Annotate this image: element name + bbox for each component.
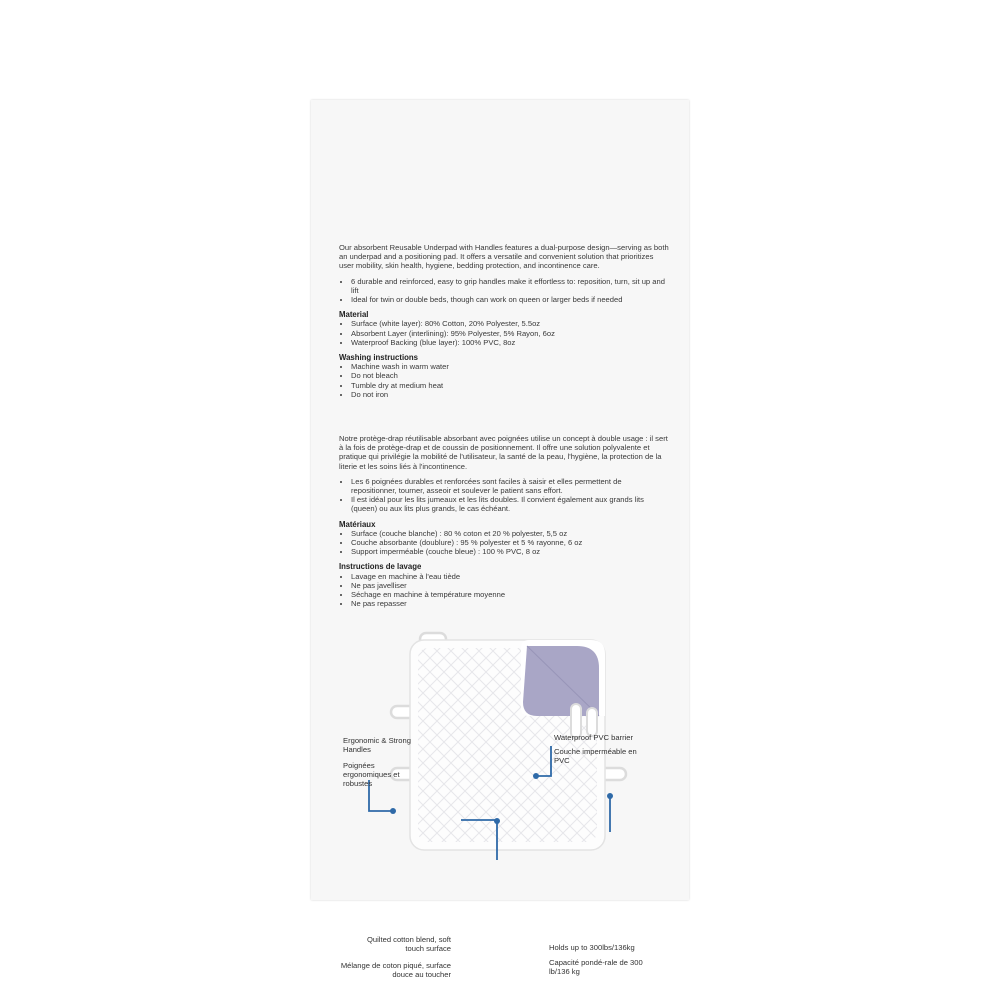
capacity-label-en: Holds up to 300lbs/136kg [549, 943, 635, 952]
surface-label-fr: Mélange de coton piqué, surface douce au toucher [340, 961, 451, 980]
list-item: • Absorbent Layer (interlining): 95% Polyester, 5% Rayon, 6oz [351, 329, 669, 338]
french-bullets [339, 477, 669, 514]
list-item: • Tumble dry at medium heat [351, 381, 669, 390]
english-bullets [339, 277, 669, 305]
pvc-barrier-label-en: Waterproof PVC barrier [554, 733, 634, 742]
lavage-heading: Instructions de lavage [339, 562, 422, 572]
product-card [311, 100, 689, 980]
list-item: • Séchage en machine à température moyenne [351, 590, 669, 599]
handle [587, 708, 597, 736]
list-item: • Do not bleach [351, 371, 669, 380]
list-item: • Do not iron [351, 390, 669, 399]
list-item: • Les 6 poignées durables et renforcées sont faciles à saisir et elles permettent de repositionner, tourner, asseoir et soulever le patient sans effort. [351, 477, 669, 495]
list-item: • Surface (couche blanche) : 80 % coton et 20 % polyester, 5,5 oz [351, 529, 669, 538]
surface-label-en: Quilted cotton blend, soft touch surface [366, 935, 451, 954]
pvc-barrier-label-fr: Couche imperméable en PVC [554, 747, 637, 766]
french-intro: Notre protège-drap réutilisable absorbant avec poignées utilise un concept à double usage : il sert à la fois de protège-drap et de coussin de positionnement. Il offre une solution polyvalente et pratique qui privilégie la mobilité de l'utilisateur, la santé de la peau, l'hygiène, la protection de la literie et les soins liés à l'incontinence. [339, 434, 668, 471]
list-item: • 6 durable and reinforced, easy to grip handles make it effortless to: reposition, turn, sit up and lift [351, 277, 669, 295]
list-item: • Il est idéal pour les lits jumeaux et les lits doubles. Il convient également aux grands lits (queen) ou aux lits plus grands, le cas échéant. [351, 495, 669, 513]
handles-label-fr: Poignées ergonomiques et robustes [343, 761, 400, 789]
french-description [339, 434, 669, 614]
list-item: • Waterproof Backing (blue layer): 100% PVC, 8oz [351, 338, 669, 347]
list-item: • Support imperméable (couche bleue) : 100 % PVC, 8 oz [351, 547, 669, 556]
list-item: • Couche absorbante (doublure) : 95 % polyester et 5 % rayonne, 6 oz [351, 538, 669, 547]
product-diagram [311, 630, 689, 980]
list-item: • Ideal for twin or double beds, though can work on queen or larger beds if needed [351, 295, 669, 304]
washing-heading: Washing instructions [339, 353, 418, 363]
material-heading: Material [339, 310, 369, 320]
list-item: • Ne pas javelliser [351, 581, 669, 590]
english-description [339, 243, 669, 405]
list-item: • Lavage en machine à l'eau tiède [351, 572, 669, 581]
handles-label-en: Ergonomic & Strong Handles [343, 736, 411, 755]
english-intro: Our absorbent Reusable Underpad with Handles features a dual-purpose design—serving as both an underpad and a positioning pad. It offers a versatile and convenient solution that prioritizes user mobility, skin health, hygiene, bedding protection, and incontinence care. [339, 243, 669, 271]
materiaux-heading: Matériaux [339, 519, 376, 529]
capacity-label-fr: Capacité pondé-rale de 300 lb/136 kg [549, 958, 643, 977]
list-item: • Ne pas repasser [351, 599, 669, 608]
list-item: • Machine wash in warm water [351, 362, 669, 371]
list-item: • Surface (white layer): 80% Cotton, 20% Polyester, 5.5oz [351, 319, 669, 328]
